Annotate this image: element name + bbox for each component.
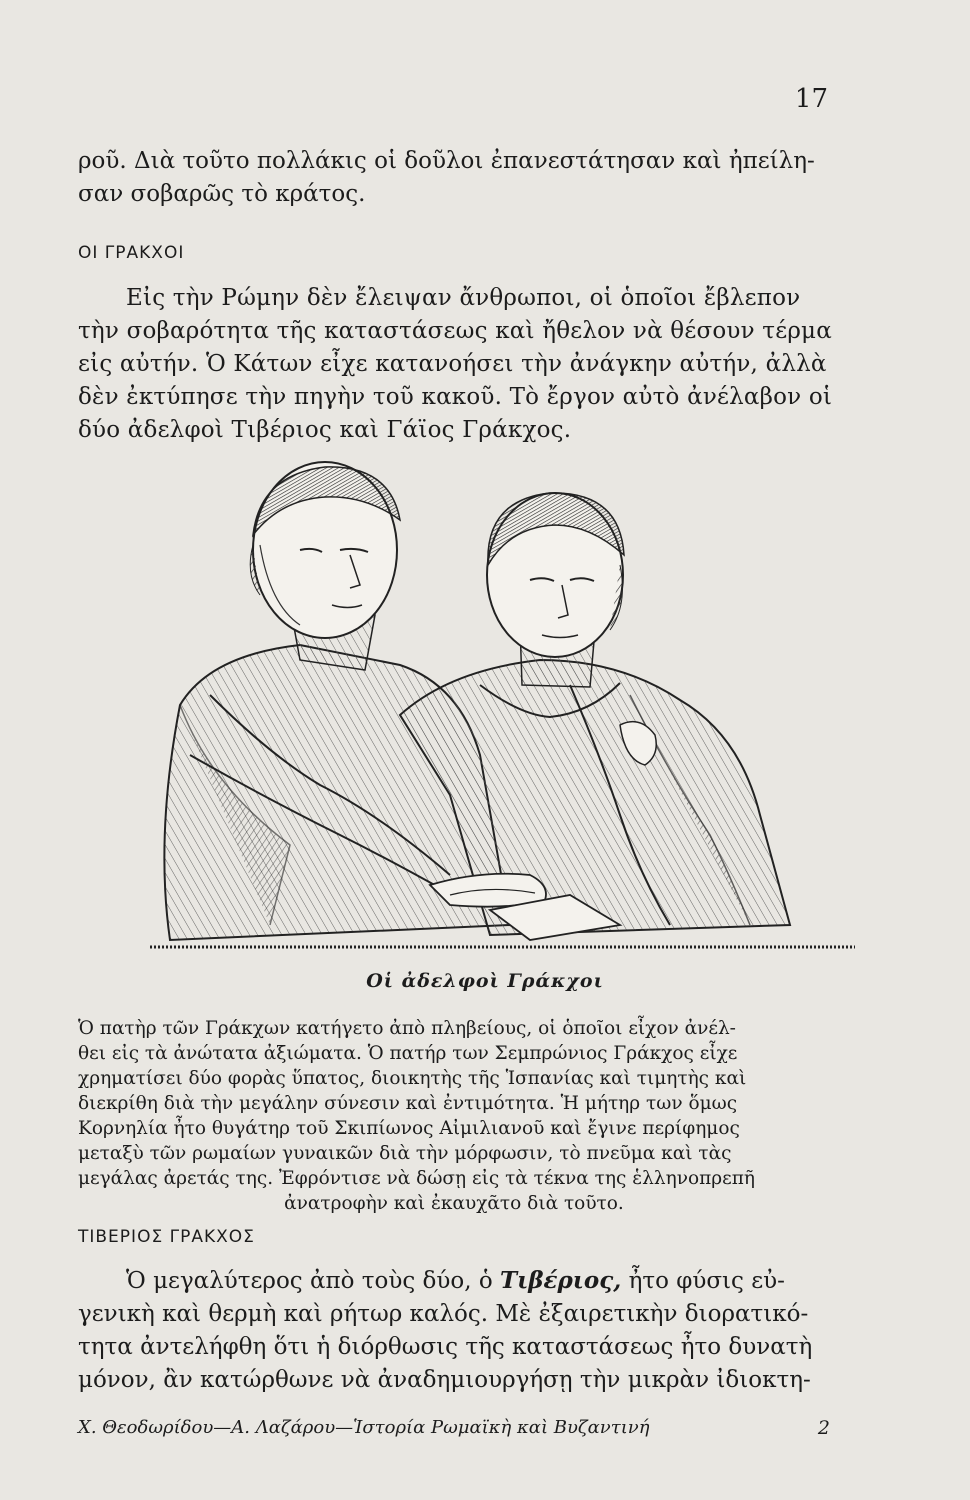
tiberius-paragraph [78,1264,830,1397]
text-line: εἰς αὐτήν. Ὁ Κάτων εἶχε κατανοήσει τὴν ἀνάγκην αὐτήν, ἀλλὰ [78,351,827,377]
text-line: χρηματίσει δύο φορὰς ὕπατος, διοικητὴς τῆς Ἱσπανίας καὶ τιμητὴς καὶ [78,1068,747,1089]
text-line: μεταξὺ τῶν ρωμαίων γυναικῶν διὰ τὴν μόρφωσιν, τὸ πνεῦμα καὶ τὰς [78,1143,732,1164]
text-line: τητα ἀντελήφθη ὅτι ἡ διόρθωσις τῆς καταστάσεως ἦτο δυνατὴ [78,1334,813,1360]
text-line: μόνον, ἂν κατώρθωνε νὰ ἀναδημιουργήσῃ τὴν μικρὰν ἰδιοκτη- [78,1367,811,1393]
section-heading-tiberius: ΤΙΒΕΡΙΟΣ ΓΡΑΚΧΟΣ [78,1227,255,1247]
text-line: Ὁ πατὴρ τῶν Γράκχων κατήγετο ἀπὸ πληβείους, οἱ ὁποῖοι εἶχον ἀνέλ- [78,1018,736,1039]
text-line: δύο ἀδελφοὶ Τιβέριος καὶ Γάϊος Γράκχος. [78,417,572,443]
text-line: μεγάλας ἀρετάς της. Ἐφρόντισε νὰ δώσῃ εἰς τὰ τέκνα της ἑλληνοπρεπῆ [78,1168,755,1189]
text-line: θει εἰς τὰ ἀνώτατα ἀξιώματα. Ὁ πατήρ των Σεμπρώνιος Γράκχος εἶχε [78,1043,738,1064]
tiberius-name: Τιβέριος, [500,1267,622,1294]
intro-paragraph [78,145,830,211]
page-number: 17 [794,84,828,114]
gracchi-brothers-engraving [150,455,855,965]
text-fragment: Ὁ μεγαλύτερος ἀπὸ τοὺς δύο, ὁ [126,1268,500,1294]
text-fragment: ἦτο φύσις εὐ- [621,1268,785,1294]
parents-paragraph [78,1016,830,1216]
text-line [78,1264,830,1298]
text-line: γενικὴ καὶ θερμὴ καὶ ρήτωρ καλός. Μὲ ἐξαιρετικὴν διορατικό- [78,1301,809,1327]
text-line: Κορνηλία ἦτο θυγάτηρ τοῦ Σκιπίωνος Αἰμιλιανοῦ καὶ ἔγινε περίφημος [78,1118,740,1139]
text-line: δὲν ἐκτύπησε τὴν πηγὴν τοῦ κακοῦ. Τὸ ἔργον αὐτὸ ἀνέλαβον οἱ [78,384,833,410]
text-line: σαν σοβαρῶς τὸ κράτος. [78,181,366,207]
text-line: ροῦ. Διὰ τοῦτο πολλάκις οἱ δοῦλοι ἐπανεστάτησαν καὶ ἠπείλη- [78,148,815,174]
text-line: τὴν σοβαρότητα τῆς καταστάσεως καὶ ἤθελον νὰ θέσουν τέρμα [78,318,832,344]
text-line: ἀνατροφὴν καὶ ἐκαυχᾶτο διὰ τοῦτο. [284,1193,624,1214]
text-line: Εἰς τὴν Ρώμην δὲν ἔλειψαν ἄνθρωποι, οἱ ὁποῖοι ἔβλεπον [126,285,801,311]
gracchi-paragraph [78,282,833,447]
footer-citation: Χ. Θεοδωρίδου—Α. Λαζάρου—Ἱστορία Ρωμαϊκὴ καὶ Βυζαντινή [78,1417,650,1438]
section-heading-gracchi: ΟΙ ΓΡΑΚΧΟΙ [78,243,185,263]
text-line: διεκρίθη διὰ τὴν μεγάλην σύνεσιν καὶ ἐντιμότητα. Ἡ μήτηρ των ὅμως [78,1093,738,1114]
signature-number: 2 [817,1417,830,1439]
figure-caption: Οἱ ἀδελφοὶ Γράκχοι [366,970,604,992]
